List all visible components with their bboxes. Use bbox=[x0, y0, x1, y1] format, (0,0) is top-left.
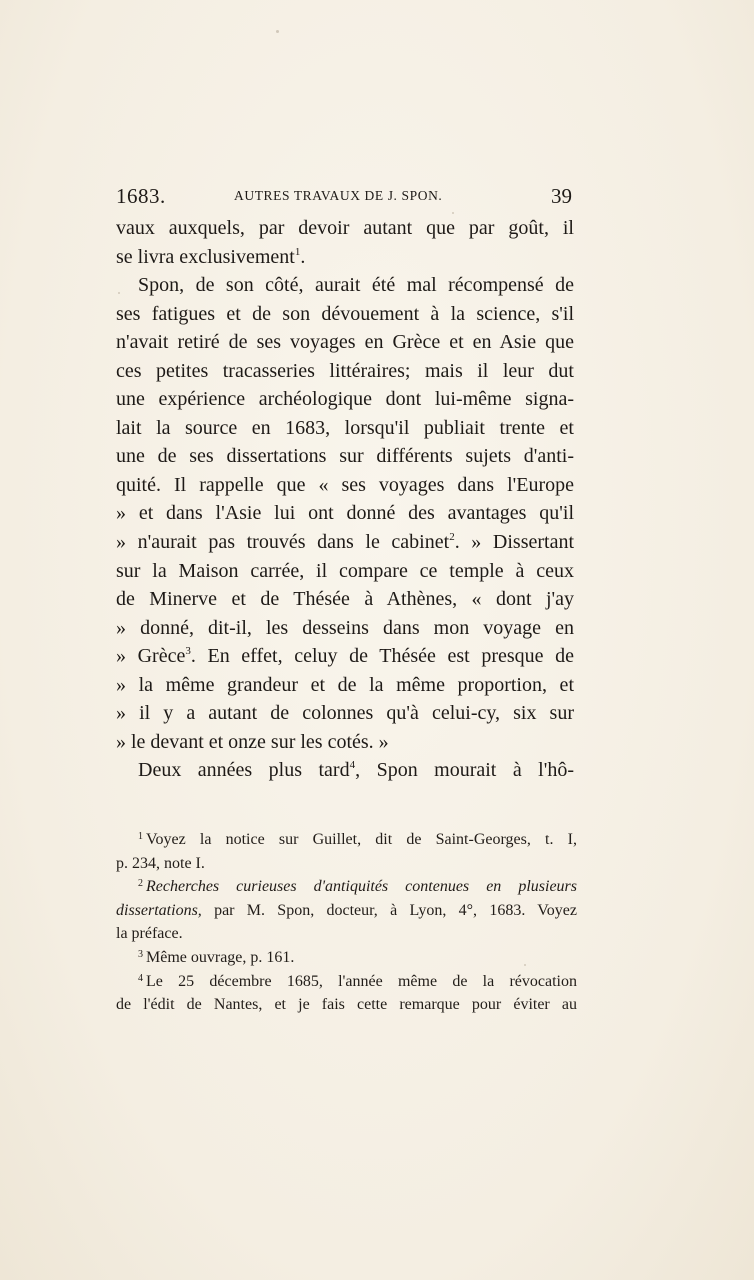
footnote-4: $^4$ Le 25 décembre 1685, l'année même de la révocation bbox=[138, 972, 577, 990]
text-line: une de ses dissertations sur différents sujets d'anti- bbox=[116, 445, 574, 468]
running-head-title: AUTRES TRAVAUX DE J. SPON. bbox=[234, 188, 443, 203]
footnote-number: 3 bbox=[138, 948, 143, 960]
text-line: » n'aurait pas trouvés dans le cabinet$^2$. » Dissertant bbox=[116, 531, 575, 554]
footnotes bbox=[116, 828, 577, 1017]
footnote-ref: 4 bbox=[349, 759, 356, 772]
footnote-3: $^3$ Même ouvrage, p. 161. bbox=[138, 948, 295, 966]
footnote-4-continued: de l'édit de Nantes, et je fais cette remarque pour éviter au bbox=[116, 996, 577, 1014]
text-line: Deux années plus tard$^4$, Spon mourait à l'hô- bbox=[138, 759, 575, 782]
footnote-1-continued: p. 234, note I. bbox=[116, 854, 205, 872]
text-line: vaux auxquels, par devoir autant que par goût, il bbox=[116, 217, 574, 239]
text-line: » et dans l'Asie lui ont donné des avantages qu'il bbox=[116, 502, 574, 525]
text-line: » Grèce$^3$. En effet, celuy de Thésée est presque de bbox=[116, 645, 575, 668]
footnote-ref: 3 bbox=[185, 645, 191, 658]
text-line: » la même grandeur et de la même proportion, et bbox=[116, 673, 574, 696]
text-line: ses fatigues et de son dévouement à la science, s'il bbox=[116, 302, 574, 325]
footnote-ref: 1 bbox=[294, 245, 301, 258]
footnote-2: $^2$ Recherches curieuses d'antiquités contenues en plusieurs bbox=[138, 878, 577, 896]
footnote-2-continued: dissertations, par M. Spon, docteur, à Lyon, 4°, 1683. Voyez bbox=[116, 901, 577, 919]
paper-speck bbox=[276, 30, 279, 33]
running-head-year: 1683. bbox=[116, 184, 166, 208]
page-number: 39 bbox=[551, 184, 572, 208]
text-line: quité. Il rappelle que « ses voyages dans l'Europe bbox=[116, 473, 574, 496]
text-line: ces petites tracasseries littéraires; mais il leur dut bbox=[116, 359, 574, 382]
text-line: » le devant et onze sur les cotés. » bbox=[116, 730, 389, 753]
text-line: se livra exclusivement$^1$. bbox=[116, 245, 306, 268]
body-text bbox=[116, 214, 574, 785]
text-line: sur la Maison carrée, il compare ce temple à ceux bbox=[116, 559, 574, 582]
text-line: de Minerve et de Thésée à Athènes, « dont j'ay bbox=[116, 588, 574, 611]
footnote-1: $^1$ Voyez la notice sur Guillet, dit de Saint-Georges, t. I, bbox=[138, 831, 577, 848]
footnote-number: 4 bbox=[138, 972, 143, 984]
text-line: n'avait retiré de ses voyages en Grèce et en Asie que bbox=[116, 331, 574, 354]
text-line: lait la source en 1683, lorsqu'il publiait trente et bbox=[116, 416, 574, 439]
footnote-number: 1 bbox=[138, 831, 143, 842]
running-head bbox=[116, 184, 572, 212]
text-line: » donné, dit-il, les desseins dans mon voyage en bbox=[116, 616, 574, 639]
footnote-2-continued: la préface. bbox=[116, 925, 183, 943]
footnote-number: 2 bbox=[138, 878, 143, 890]
text-line: Spon, de son côté, aurait été mal récompensé de bbox=[138, 274, 574, 297]
footnote-ref: 2 bbox=[449, 531, 455, 544]
text-line: » il y a autant de colonnes qu'à celui-cy, six sur bbox=[116, 702, 574, 725]
text-line: une expérience archéologique dont lui-même signa- bbox=[116, 388, 574, 411]
